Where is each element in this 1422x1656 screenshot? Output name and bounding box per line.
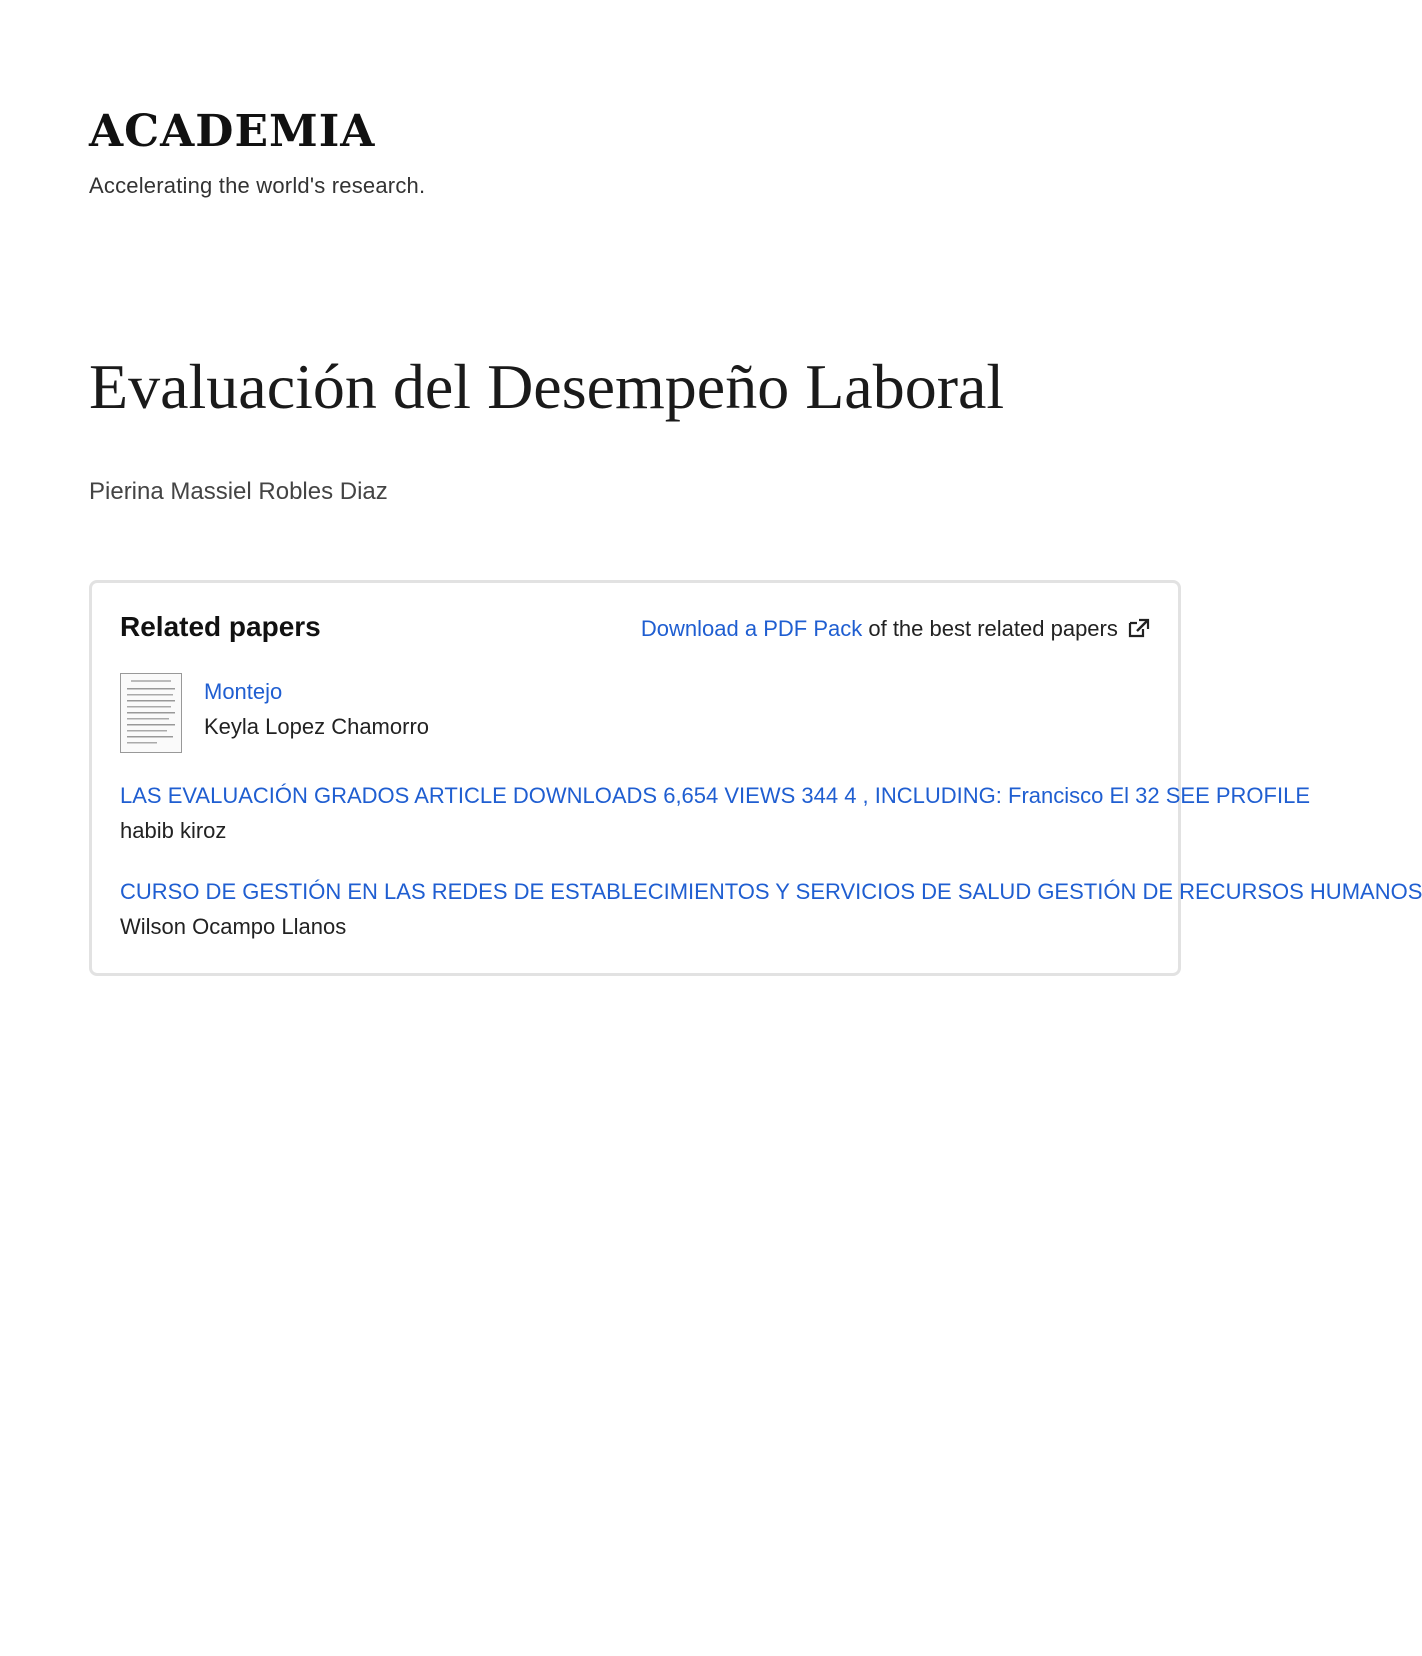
- document-title: Evaluación del Desempeño Laboral: [89, 351, 1005, 422]
- tagline: Accelerating the world's research.: [89, 173, 426, 198]
- paper-title-link[interactable]: CURSO DE GESTIÓN EN LAS REDES DE ESTABLECIMIENTOS Y SERVICIOS DE SALUD GESTIÓN DE RECURSOS HUMANOS: [120, 879, 1422, 904]
- related-paper-item: [120, 877, 1422, 942]
- pdf-pack-line: [641, 616, 1150, 644]
- related-paper-item: [120, 673, 1150, 757]
- paper-author: Wilson Ocampo Llanos: [120, 914, 347, 939]
- paper-author: Keyla Lopez Chamorro: [204, 714, 430, 739]
- academia-logo[interactable]: ACADEMIA: [89, 106, 376, 157]
- download-pdf-pack-link[interactable]: Download a PDF Pack: [640, 616, 863, 641]
- paper-title-link[interactable]: Montejo: [204, 679, 283, 704]
- paper-author: habib kiroz: [120, 818, 227, 843]
- related-papers-panel: [89, 580, 1422, 976]
- document-author: Pierina Massiel Robles Diaz: [89, 478, 388, 505]
- paper-thumbnail[interactable]: [120, 673, 182, 753]
- external-link-icon[interactable]: [1128, 618, 1150, 644]
- pdf-pack-suffix: of the best related papers: [862, 616, 1118, 641]
- related-paper-item: [120, 781, 1311, 846]
- paper-title-link[interactable]: LAS EVALUACIÓN GRADOS ARTICLE DOWNLOADS 6,654 VIEWS 344 4 , INCLUDING: Francisco El 32 SEE PROFILE: [120, 783, 1311, 808]
- related-papers-heading: Related papers: [120, 611, 321, 642]
